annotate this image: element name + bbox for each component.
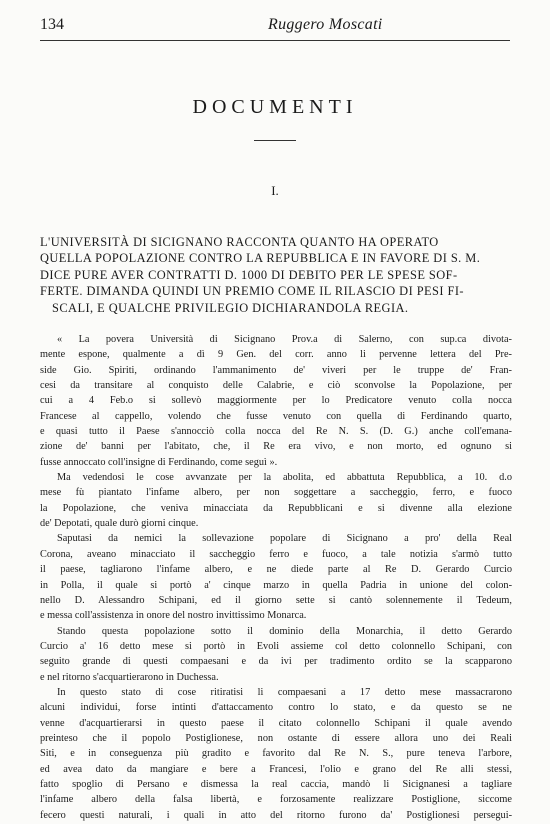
heading-line: FERTE. DIMANDA QUINDI UN PREMIO COME IL RILASCIO DI PESI FI- xyxy=(40,284,465,299)
body-line: cui a 4 Feb.o si sollevò maggiormente per lo Predicatore venuto colla nocca xyxy=(40,395,512,407)
body-line: fatto spoglio di Persano e dismessa la real caccia, mandò li Sicignanesi a tagliare xyxy=(40,778,512,790)
body-line: seguito grande di questi compaesani e da ivi per tradimento ordito se la scapparono xyxy=(40,656,512,668)
document-heading xyxy=(40,234,510,316)
body-line: side Gio. Spiriti, ordinando l'ammanimento de' viveri per le truppe de' Fran- xyxy=(40,364,512,376)
body-line: In questo stato di cose ritiratisi li compaesani a 17 detto mese massacrarono xyxy=(57,686,512,698)
body-line: alcuni individui, forse intinti d'attaccamento contro lo stato, e da questo se ne xyxy=(40,702,512,714)
body-line: mese fù piantato l'infame albero, per non soggettare a saccheggio, ferro, e fuoco xyxy=(40,487,512,499)
body-line: « La povera Università di Sicignano Prov.a di Salerno, con sup.ca divota- xyxy=(57,334,512,345)
body-line: in Polla, il quale si portò a' cinque marzo in quella Padria in unione del colon- xyxy=(40,579,512,591)
body-line: Curcio a' 16 detto mese si portò in Evoli assieme col detto colonnello Schipani, con xyxy=(40,640,512,652)
body-line: mente espone, qualmente a dì 9 Gen. del corr. anno li pervenne lettera del Pre- xyxy=(40,349,512,361)
body-line: il paese, tagliarono l'infame albero, e ne diede parte al Re D. Gerardo Curcio xyxy=(40,564,512,576)
body-line: e quasi tutto il Paese s'annocciò colla nocca del Re N. S. (D. G.) anche coll'emana- xyxy=(40,426,512,438)
document-body xyxy=(40,332,512,823)
page-number: 134 xyxy=(40,16,64,33)
body-line: la Popolazione, che veniva minacciata da Repubblicani e si divenne alla elezione xyxy=(40,502,512,514)
body-line: ed avea dato da mangiare e bere a Francesi, l'olio e grano del Re alli stessi, xyxy=(40,763,512,775)
body-line: fusse annoccato coll'insigne di Ferdinando, come seguì ». xyxy=(40,456,278,468)
heading-line: QUELLA POPOLAZIONE CONTRO LA REPUBBLICA E IN FAVORE DI S. M. xyxy=(40,251,481,266)
body-line: l'infame albero della falsa libertà, e forzosamente realizzare Postiglione, siccome xyxy=(40,794,512,806)
body-line: Corona, aveano minacciato il saccheggio ferro e fuoco, a tale notizia s'armò tutto xyxy=(40,548,512,560)
body-line: e messa coll'assistenza in onore del nostro invittissimo Monarca. xyxy=(40,610,307,622)
body-line: fecero questi naturali, i quali in atto del ritorno furono da' Postiglionesi persegui- xyxy=(40,809,512,821)
section-title: DOCUMENTI xyxy=(192,96,358,118)
body-line: Ma vedendosi le cose avvanzate per la abolita, ed abbattuta Repubblica, a 10. d.o xyxy=(57,472,512,484)
heading-line: L'UNIVERSITÀ DI SICIGNANO RACCONTA QUANTO HA OPERATO xyxy=(40,235,439,249)
body-line: de' Depotati, quale durò giorni cinque. xyxy=(40,518,199,530)
body-line: venne d'acquartierarsi in questo paese il citato colonnello Schipani il quale avendo xyxy=(40,717,512,729)
body-line: e nel ritorno s'acquartierarono in Duchessa. xyxy=(40,671,219,683)
body-line: zione de' banni per l'abitato, che, il Re era vivo, e non morto, ed ognuno si xyxy=(40,441,512,453)
body-line: cesi da transitare al conquisto delle Calabrie, e ciò sconvolse la Popolazione, per xyxy=(40,380,512,392)
document-number: I. xyxy=(271,183,279,198)
page-header xyxy=(40,14,510,41)
body-line: Francese al cappello, volendo che fusse venuto con quella di Ferdinando quarto, xyxy=(40,410,512,422)
body-line: nello D. Alessandro Schipani, ed il giorno sette si cantò solennemente il Tedeum, xyxy=(40,594,512,606)
body-line: preinteso che il popolo Postiglionese, non ostante di essere allora uno dei Reali xyxy=(40,732,512,744)
body-line: Stando questa popolazione sotto il dominio della Monarchia, il detto Gerardo xyxy=(57,625,512,637)
heading-line: SCALI, E QUALCHE PRIVILEGIO DICHIARANDOLA REGIA. xyxy=(52,300,409,315)
title-rule xyxy=(254,140,296,141)
running-head: Ruggero Moscati xyxy=(268,16,383,33)
heading-line: DICE PURE AVER CONTRATTI D. 1000 DI DEBITO PER LE SPESE SOF- xyxy=(40,267,458,282)
body-line: Saputasi da nemici la sollevazione popolare di Sicignano a pro' della Real xyxy=(57,533,512,545)
body-line: Siti, e in conseguenza più gradito e favorito dal Re N. S., pure teneva l'arbore, xyxy=(40,748,512,760)
